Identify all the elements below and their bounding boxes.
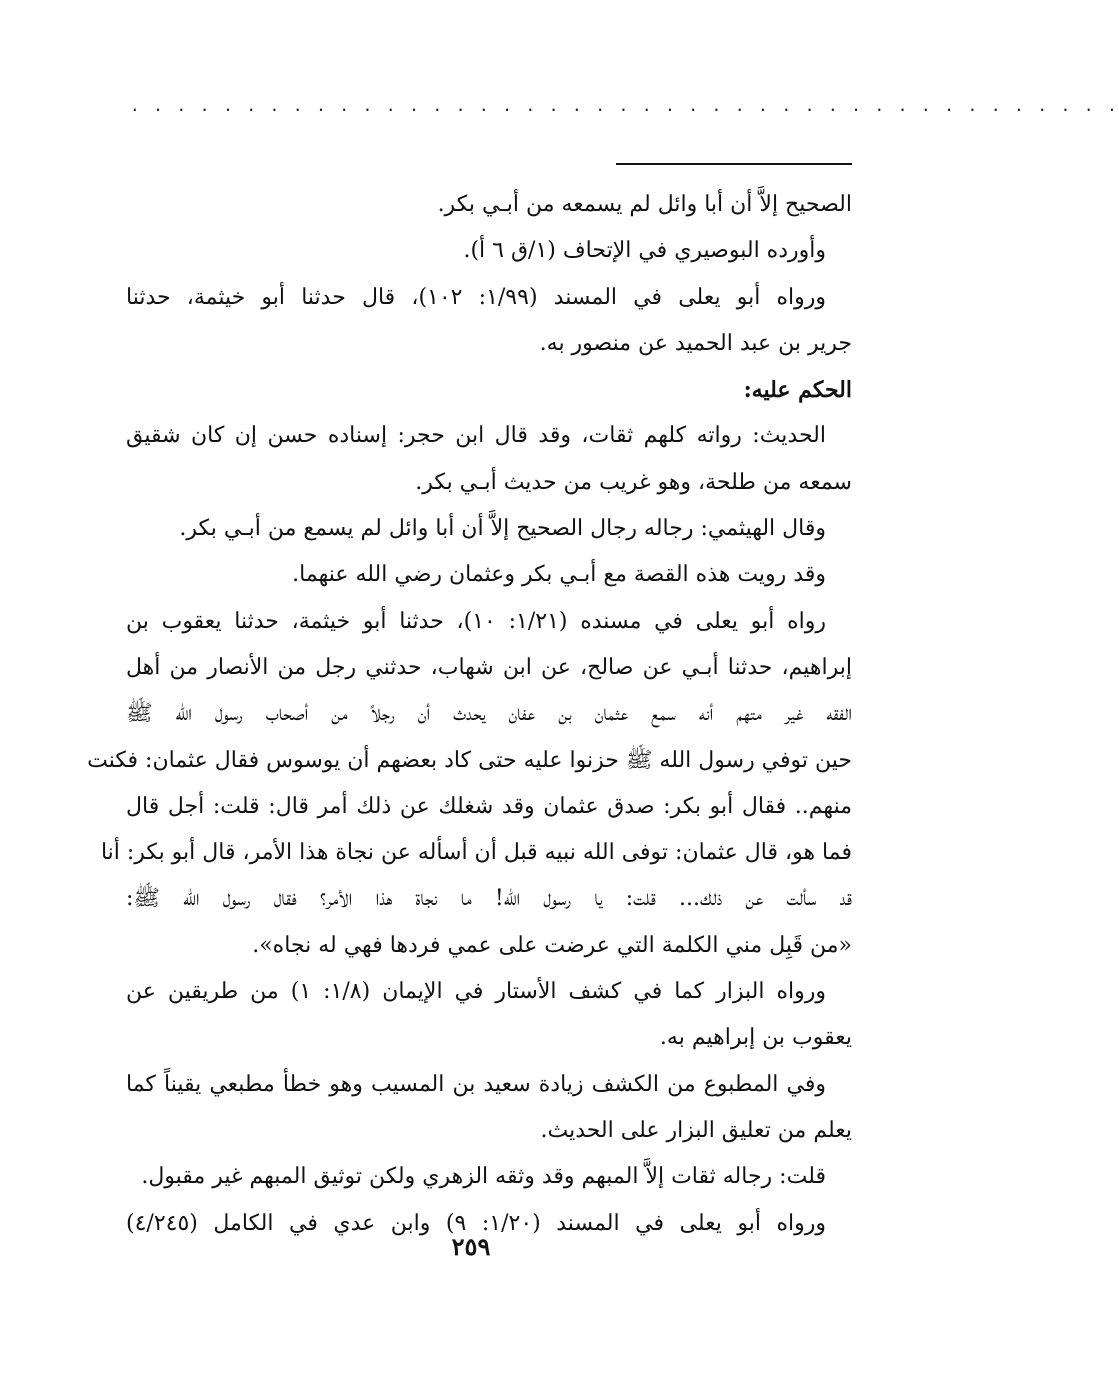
text-line-3: ورواه أبو يعلى في المسند (١/٩٩: ١٠٢)، قال حدثنا أبو خيثمة، حدثنا — [126, 284, 827, 310]
text-line-17: «من قَبِل مني الكلمة التي عرضت على عمي فردها فهي له نجاه». — [252, 932, 852, 958]
text-line-2: وأورده البوصيري في الإتحاف (١/ق ٦ أ). — [463, 238, 826, 264]
text-line-20: وفي المطبوع من الكشف زيادة سعيد بن المسيب وهو خطأ مطبعي يقيناً كما — [126, 1071, 826, 1097]
footnote-rule — [616, 163, 852, 165]
text-line-10: رواه أبو يعلى في مسنده (١/٢١: ١٠)، حدثنا أبو خيثمة، حدثنا يعقوب بن — [126, 608, 826, 634]
text-line-8: وقال الهيثمي: رجاله رجال الصحيح إلاَّ أن أبا وائل لم يسمع من أبـي بكر. — [179, 516, 826, 542]
text-line-1: الصحيح إلاَّ أن أبا وائل لم يسمعه من أبـي بكر. — [437, 192, 852, 217]
text-line-12: الفقه غير متهم أنه سمع عثمان بن عفان يحدث أن رجلاً من أصحاب رسول الله ﷺ — [126, 701, 852, 727]
text-line-22: قلت: رجاله ثقات إلاَّ المبهم وقد وثقه الزهري ولكن توثيق المبهم غير مقبول. — [141, 1164, 826, 1190]
text-line-16: قد سألت عن ذلك... قلت: يا رسول الله! ما نجاة هذا الأمر؟ فقال رسول الله ﷺ: — [126, 886, 852, 912]
text-line-18: ورواه البزار كما في كشف الأستار في الإيمان (١/٨: ١) من طريقين عن — [126, 979, 826, 1005]
text-line-4: جرير بن عبد الحميد عن منصور به. — [539, 330, 852, 356]
page-body — [87, 182, 852, 1247]
text-line-15: فما هو، قال عثمان: توفى الله نبيه قبل أن أسأله عن نجاة هذا الأمر، قال أبو بكر: أنا — [100, 840, 852, 866]
text-line-21: يعلم من تعليق البزار على الحديث. — [540, 1117, 852, 1143]
dotted-separator: . . . . . . . . . . . . . . . . . . . . . . . . . . . . . . . . . . . . . . . . . . . — [130, 96, 1119, 115]
text-line-11: إبراهيم، حدثنا أبـي عن صالح، عن ابن شهاب، حدثني رجل من الأنصار من أهل — [126, 654, 852, 680]
page-number: ٢٥٩ — [451, 1232, 491, 1261]
text-line-14: منهم.. فقال أبو بكر: صدق عثمان وقد شغلك عن ذلك أمر قال: قلت: أجل قال — [126, 793, 852, 819]
text-line-9: وقد رويت هذه القصة مع أبـي بكر وعثمان رضي الله عنهما. — [292, 562, 826, 588]
section-heading: الحكم عليه: — [743, 377, 852, 404]
text-line-6: الحديث: رواته كلهم ثقات، وقد قال ابن حجر: إسناده حسن إن كان شقيق — [126, 423, 826, 449]
text-line-13: حين توفي رسول الله ﷺ حزنوا عليه حتى كاد بعضهم أن يوسوس فقال عثمان: فكنت — [87, 747, 852, 773]
text-line-19: يعقوب بن إبراهيم به. — [659, 1025, 852, 1051]
text-line-23: ورواه أبو يعلى في المسند (١/٢٠: ٩) وابن عدي في الكامل (٤/٢٤٥) — [126, 1210, 827, 1236]
text-line-7: سمعه من طلحة، وهو غريب من حديث أبـي بكر. — [415, 469, 852, 495]
